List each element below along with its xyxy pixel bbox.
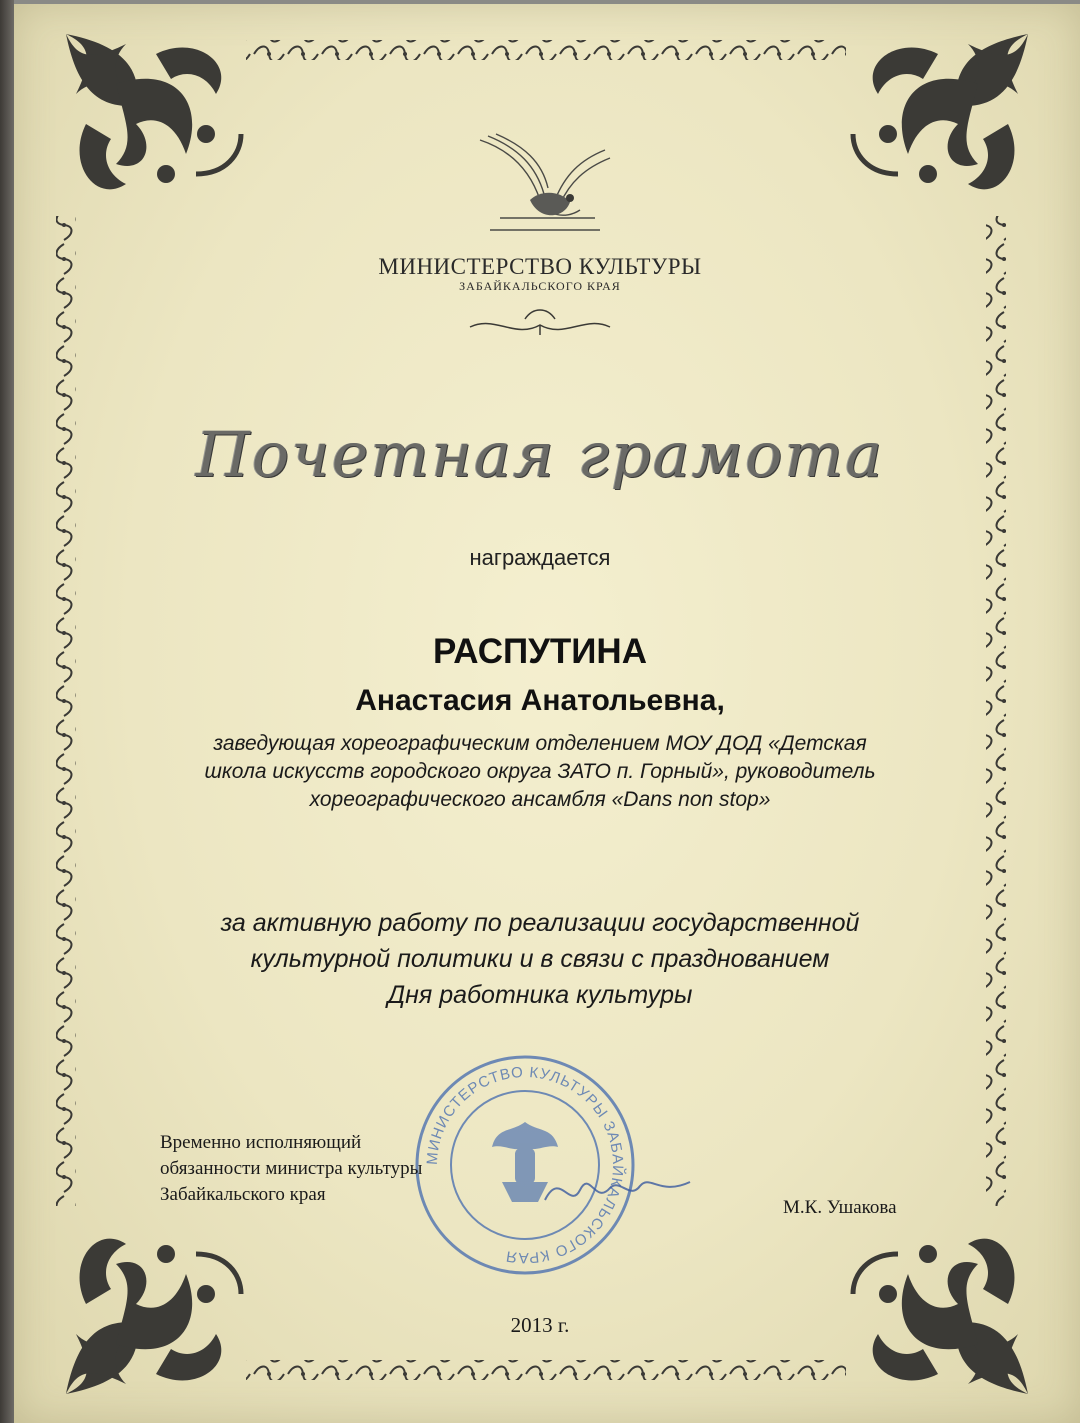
award-reason	[0, 905, 1080, 1013]
certificate-year: 2013 г.	[510, 1313, 570, 1337]
position-line: хореографического ансамбля «Dans non stop»	[309, 788, 771, 811]
signatory-name: М.К. Ушакова	[783, 1197, 897, 1218]
reason-line: культурной политики и в связи с празднованием	[250, 945, 830, 973]
flourish-divider-icon	[465, 305, 615, 345]
handwritten-signature	[540, 1160, 700, 1220]
recipient-given-names: Анастасия Анатольевна,	[355, 684, 725, 717]
certificate-title: Почетная грамота	[195, 418, 885, 491]
reason-line: Дня работника культуры	[387, 981, 693, 1009]
signatory-title-line: обязанности министра культуры	[160, 1158, 423, 1179]
signatory-title	[160, 1130, 422, 1208]
recipient-position	[0, 730, 1080, 814]
stamp-text: МИНИСТЕРСТВО КУЛЬТУРЫ ЗАБАЙКАЛЬСКОГО КРАЯ	[423, 1063, 627, 1267]
ministry-region: ЗАБАЙКАЛЬСКОГО КРАЯ	[459, 279, 621, 293]
reason-line: за активную работу по реализации государственной	[220, 909, 860, 937]
awarded-label: награждается	[469, 545, 611, 570]
signatory-title-line: Забайкальского края	[160, 1184, 326, 1205]
position-line: заведующая хореографическим отделением МОУ ДОД «Детская	[213, 732, 867, 755]
eagle-emblem-icon	[470, 130, 615, 240]
ministry-name: МИНИСТЕРСТВО КУЛЬТУРЫ	[378, 254, 702, 279]
signatory-title-line: Временно исполняющий	[160, 1132, 362, 1153]
recipient-surname: РАСПУТИНА	[433, 632, 647, 671]
position-line: школа искусств городского округа ЗАТО п. Горный», руководитель	[204, 760, 876, 783]
